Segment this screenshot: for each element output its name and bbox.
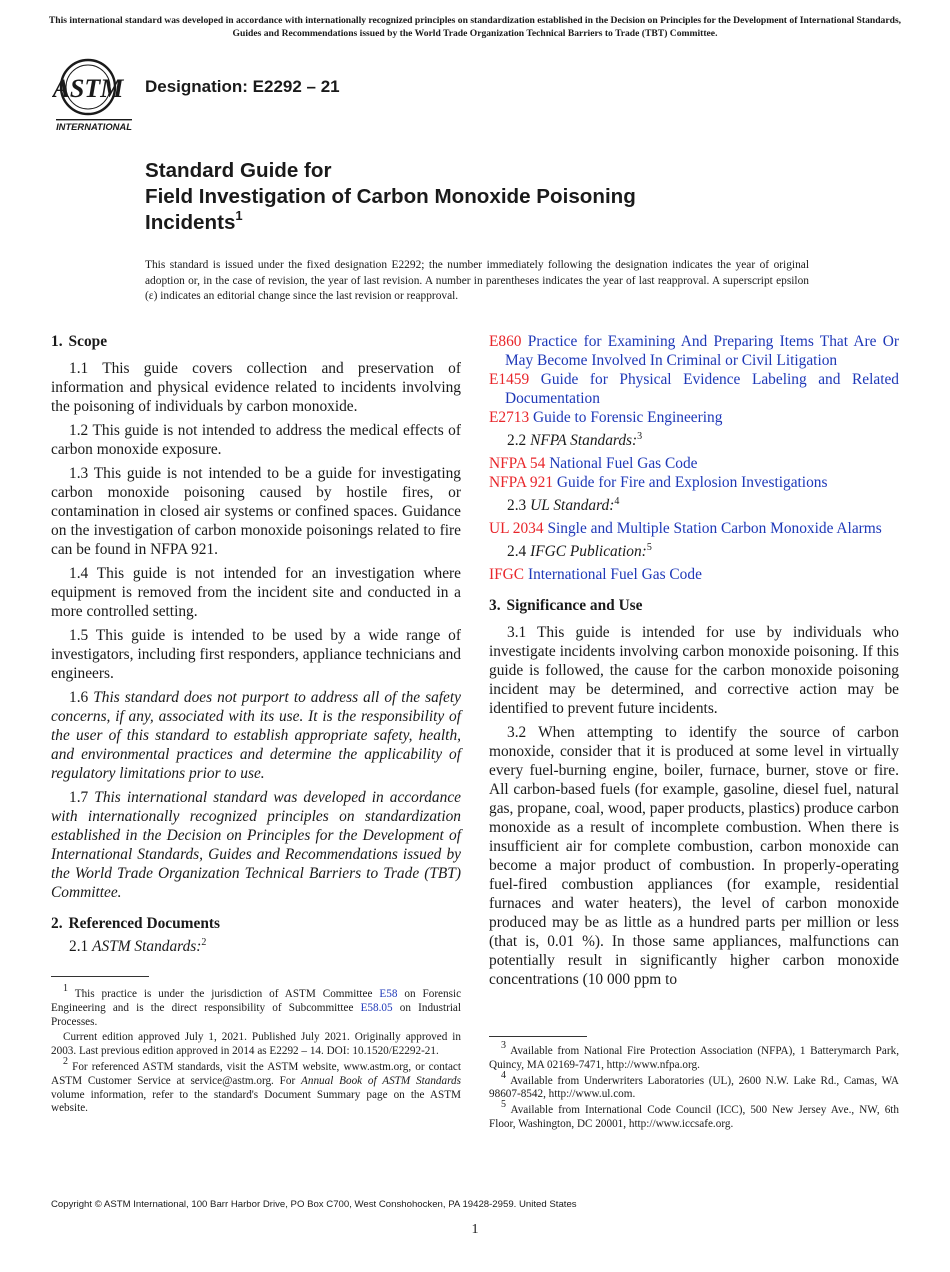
logo-letters: ASTM <box>52 74 124 103</box>
astm-international-logo <box>52 57 136 133</box>
paragraph-1-2: 1.2 This guide is not intended to address the medical effects of carbon monoxide exposure. <box>51 422 461 458</box>
link-e58[interactable]: E58 <box>379 988 398 1000</box>
paragraph-1-4: 1.4 This guide is not intended for an investigation where equipment is removed from the incident site and conducted in a more controlled setting. <box>51 565 461 620</box>
ref-e2713[interactable]: E2713 Guide to Forensic Engineering <box>489 409 723 426</box>
footnotes-left <box>51 983 462 1118</box>
ul-ref-list <box>489 519 899 538</box>
paragraph-1-3: 1.3 This guide is not intended to be a guide for investigating carbon monoxide poisoning caused by hostile fires, or contamination in closed air systems or confined spaces. Guidance on the investigation of carbon monoxide poisonings related to fire can be found in NFPA 921. <box>51 465 461 558</box>
paragraph-1-5: 1.5 This guide is intended to be used by a wide range of investigators, including first responders, appliance technicians and engineers. <box>51 627 461 682</box>
top-notice: This international standard was developed in accordance with internationally recognized principles on standardization established in the Decision on Principles for the Development of International Standards, Guides and Recommendations issued by the World Trade Organization Technical Barriers to Trade (TBT) Committee. <box>48 15 902 39</box>
footnote-mark-3[interactable]: 3 <box>637 431 643 442</box>
paragraph-3-2: 3.2 When attempting to identify the source of carbon monoxide, consider that it is produced at some level in virtually every fuel-burning engine, boiler, furnace, burner, stove or fire. All carbon-based fuels (for example, gasoline, diesel fuel, natural gas, propane, coal, wood, paper products, plastics) produce carbon monoxide as a result of incomplete combustion. When there is insufficient air for complete combustion, carbon monoxide can become a major product of combustion. In properly-operating fuel-fired combustion appliances (for example, residential furnaces and water heaters), the level of carbon monoxide produced may be as little as a hundred parts per million or less (that is, 0.01 %). In those same appliances, malfunctions can potentially result in significantly higher carbon monoxide concentrations (10 000 ppm to <box>489 724 899 988</box>
ref-nfpa-921[interactable]: NFPA 921 Guide for Fire and Explosion Investigations <box>489 474 828 491</box>
section-referenced-heading: 2. Referenced Documents <box>51 915 220 932</box>
copyright-notice: Copyright © ASTM International, 100 Barr Harbor Drive, PO Box C700, West Conshohocken, PA 19428-2959. United States <box>51 1199 577 1210</box>
paragraph-3-1: 3.1 This guide is intended for use by individuals who investigate incidents involving carbon monoxide poisoning. If this guide is followed, the cause for the carbon monoxide poisoning incident may be determined, and corrective action may be identified to prevent future incidents. <box>489 624 899 717</box>
astm-logo-icon <box>52 57 136 133</box>
footnote-divider-right <box>489 1036 587 1037</box>
subsection-ul-standard: 2.3 UL Standard:$^4$ <box>507 496 620 514</box>
ref-e860[interactable]: E860 Practice for Examining And Preparing Items That Are Or May Become Involved In Criminal or Civil Litigation <box>489 333 899 369</box>
footnote-1: $^1$ This practice is under the jurisdiction of ASTM Committee E58 on Forensic Engineering and is the direct responsibility of Subcommittee E58.05 on Industrial Processes. <box>51 983 462 1028</box>
footnote-edition: Current edition approved July 1, 2021. Published July 2021. Originally approved in 2003. Last previous edition approved in 2014 as E2292 – 14. DOI: 10.1520/E2292-21. <box>51 1031 461 1058</box>
footnote-5: $^5$ Available from International Code Council (ICC), 500 New Jersey Ave., NW, 6th Floor, Washington, DC 20001, http://www.iccsafe.org. <box>489 1099 899 1130</box>
subsection-ifgc-publication: 2.4 IFGC Publication:$^5$ <box>507 542 652 560</box>
footnote-4: $^4$ Available from Underwriters Laboratories (UL), 2600 N.W. Lake Rd., Camas, WA 98607-8542, http://www.ul.com. <box>489 1069 899 1101</box>
footnote-mark-4[interactable]: 4 <box>614 496 620 507</box>
link-e58-05[interactable]: E58.05 <box>360 1001 393 1014</box>
ref-e1459[interactable]: E1459 Guide for Physical Evidence Labeling and Related Documentation <box>489 371 899 407</box>
footnote-divider-left <box>51 976 149 977</box>
astm-ref-list <box>489 332 899 427</box>
footnote-2: $^2$ For referenced ASTM standards, visit the ASTM website, www.astm.org, or contact ASTM Customer Service at service@astm.org. For Annual Book of ASTM Standards volume information, refer to the standard's Document Summary page on the ASTM website. <box>51 1055 461 1115</box>
footnote-mark-2[interactable]: 2 <box>201 937 207 948</box>
paragraph-1-6: 1.6 This standard does not purport to address all of the safety concerns, if any, associated with its use. It is the responsibility of the user of this standard to establish appropriate safety, health, and environmental practices and determine the applicability of regulatory limitations prior to use. <box>51 689 461 782</box>
left-column <box>51 332 461 960</box>
title-footnote-mark[interactable]: 1 <box>235 208 243 223</box>
ifgc-ref-list <box>489 565 899 584</box>
page-number: 1 <box>471 1222 479 1237</box>
subsection-nfpa-standards: 2.2 NFPA Standards:$^3$ <box>507 431 643 449</box>
nfpa-ref-list <box>489 454 899 492</box>
right-column <box>489 332 899 994</box>
section-significance-heading: 3. Significance and Use <box>489 597 643 614</box>
ref-ul-2034[interactable]: UL 2034 Single and Multiple Station Carbon Monoxide Alarms <box>489 520 882 537</box>
designation: Designation: E2292 – 21 <box>145 77 340 96</box>
logo-caption: INTERNATIONAL <box>56 121 132 132</box>
title-line-3: Incidents$^1$ <box>145 208 243 234</box>
paragraph-1-1: 1.1 This guide covers collection and preservation of information and physical evidence related to incidents involving the poisoning of individuals by carbon monoxide. <box>51 360 461 415</box>
title-line-2: Field Investigation of Carbon Monoxide Poisoning <box>145 185 636 208</box>
subsection-astm-standards: 2.1 ASTM Standards:$^2$ <box>69 937 207 955</box>
footnote-3: $^3$ Available from National Fire Protection Association (NFPA), 1 Batterymarch Park, Quincy, MA 02169-7471, http://www.nfpa.org. <box>489 1040 899 1071</box>
document-title <box>145 158 636 236</box>
issue-note: This standard is issued under the fixed designation E2292; the number immediately following the designation indicates the year of original adoption or, in the case of revision, the year of last revision. A number in parentheses indicates the year of last reapproval. A superscript epsilon (ε) indicates an editorial change since the last revision or reapproval. <box>145 259 809 302</box>
footnote-mark-5[interactable]: 5 <box>646 542 652 553</box>
section-scope-heading: 1. Scope <box>51 333 108 350</box>
ref-nfpa-54[interactable]: NFPA 54 National Fuel Gas Code <box>489 455 698 472</box>
footnotes-right <box>489 1040 899 1134</box>
ref-ifgc[interactable]: IFGC International Fuel Gas Code <box>489 566 702 583</box>
paragraph-1-7: 1.7 This international standard was developed in accordance with internationally recognized principles on standardization established in the Decision on Principles for the Development of International Standards, Guides and Recommendations issued by the World Trade Organization Technical Barriers to Trade (TBT) Committee. <box>51 789 461 901</box>
title-line-1: Standard Guide for <box>145 159 332 182</box>
